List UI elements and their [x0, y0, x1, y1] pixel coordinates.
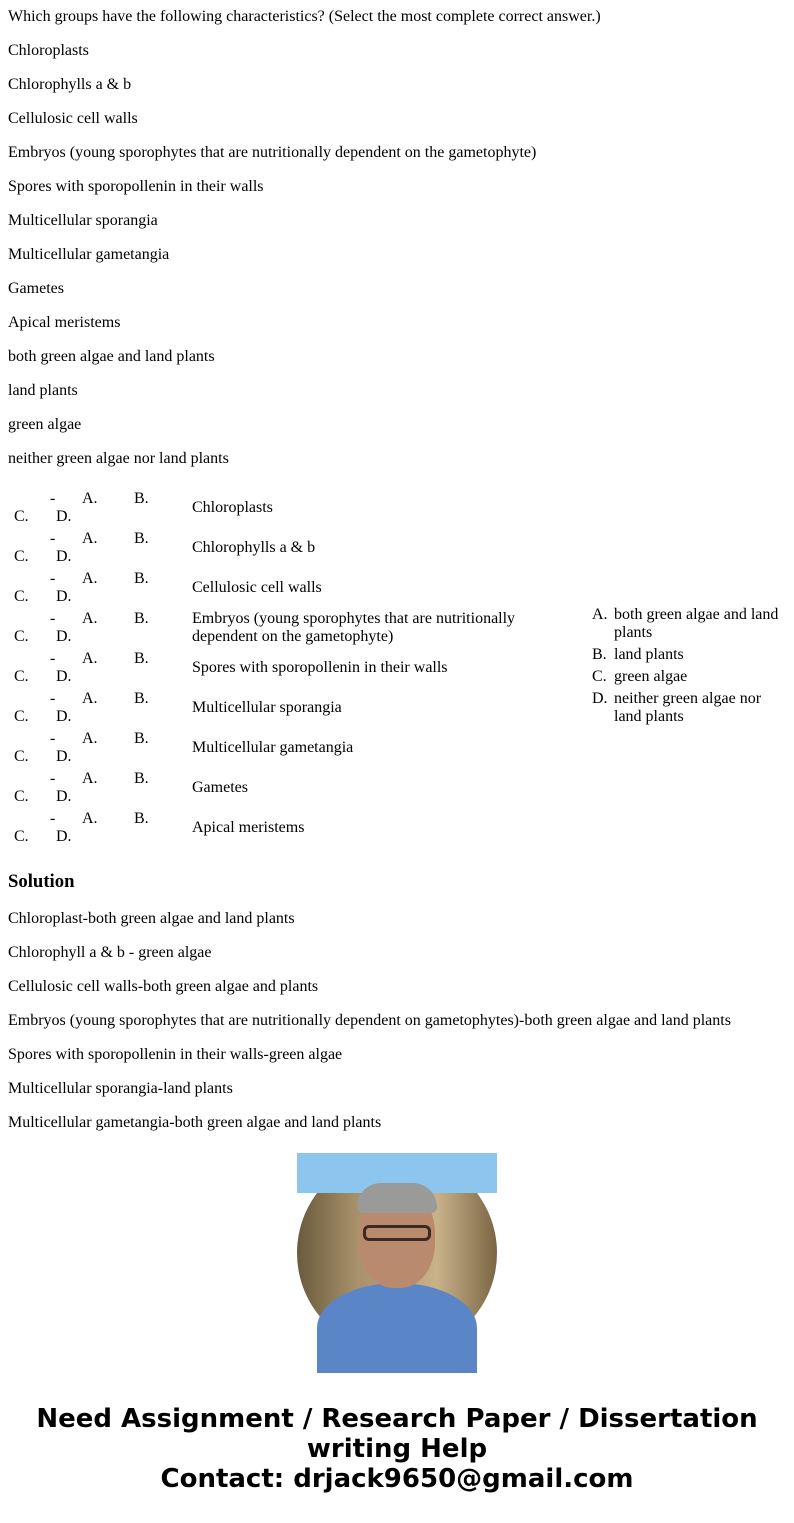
select-option-b[interactable]: B. [134, 690, 149, 707]
characteristic-item: Spores with sporopollenin in their walls [8, 178, 264, 195]
select-option-a[interactable]: A. [82, 610, 98, 627]
select-option-blank[interactable]: - [50, 810, 56, 827]
select-option-d[interactable]: D. [56, 748, 72, 765]
select-option-c[interactable]: C. [14, 548, 29, 565]
row-characteristic: Spores with sporopollenin in their walls [192, 659, 448, 676]
select-option-blank[interactable]: - [50, 650, 56, 667]
select-option-d[interactable]: D. [56, 788, 72, 805]
table-row [8, 808, 588, 848]
answer-option [592, 668, 792, 686]
characteristic-item: Cellulosic cell walls [8, 110, 138, 127]
characteristic-item: Embryos (young sporophytes that are nutritionally dependent on the gametophyte) [8, 144, 537, 161]
characteristic-item: Chlorophylls a & b [8, 76, 132, 93]
characteristic-item: Gametes [8, 280, 64, 297]
select-option-b[interactable]: B. [134, 730, 149, 747]
select-option-b[interactable]: B. [134, 490, 149, 507]
banner-line-1: Need Assignment / Research Paper / Dissertation [36, 1404, 758, 1434]
table-row [8, 568, 588, 608]
select-option-b[interactable]: B. [134, 610, 149, 627]
solution-line: Spores with sporopollenin in their walls-green algae [8, 1046, 343, 1063]
select-option-blank[interactable]: - [50, 530, 56, 547]
answer-options-list [592, 606, 792, 730]
row-characteristic: Gametes [192, 779, 248, 796]
answer-text: neither green algae nor land plants [614, 690, 762, 725]
select-option-d[interactable]: D. [56, 668, 72, 685]
row-characteristic: Multicellular gametangia [192, 739, 354, 756]
characteristic-item: Chloroplasts [8, 42, 89, 59]
select-option-a[interactable]: A. [82, 810, 98, 827]
answer-option [592, 646, 792, 664]
select-option-c[interactable]: C. [14, 708, 29, 725]
solution-section [8, 868, 788, 1131]
answer-select[interactable] [8, 608, 178, 648]
answer-select[interactable] [8, 648, 178, 688]
answer-select[interactable] [8, 768, 178, 808]
answer-select[interactable] [8, 728, 178, 768]
select-option-d[interactable]: D. [56, 828, 72, 845]
characteristic-item: Multicellular sporangia [8, 212, 158, 229]
solution-line: Multicellular gametangia-both green algae and land plants [8, 1114, 382, 1131]
select-option-d[interactable]: D. [56, 588, 72, 605]
answer-text: both green algae and land plants [614, 606, 779, 641]
row-characteristic: Cellulosic cell walls [192, 579, 322, 596]
select-option-d[interactable]: D. [56, 708, 72, 725]
option-text: land plants [8, 382, 78, 399]
option-text: both green algae and land plants [8, 348, 215, 365]
select-option-b[interactable]: B. [134, 530, 149, 547]
select-option-c[interactable]: C. [14, 588, 29, 605]
question-prompt: Which groups have the following characteristics? (Select the most complete correct answer.) [8, 8, 601, 25]
select-option-a[interactable]: A. [82, 530, 98, 547]
select-option-blank[interactable]: - [50, 610, 56, 627]
select-option-c[interactable]: C. [14, 788, 29, 805]
question [8, 0, 788, 476]
select-option-blank[interactable]: - [50, 690, 56, 707]
select-option-b[interactable]: B. [134, 810, 149, 827]
answer-option [592, 606, 792, 642]
answer-select[interactable] [8, 808, 178, 848]
select-option-c[interactable]: C. [14, 668, 29, 685]
characteristic-item: Multicellular gametangia [8, 246, 170, 263]
answer-text: green algae [614, 668, 688, 685]
select-option-d[interactable]: D. [56, 548, 72, 565]
banner-line-3: Contact: drjack9650@gmail.com [160, 1464, 634, 1494]
contact-banner [0, 1404, 794, 1494]
select-option-blank[interactable]: - [50, 570, 56, 587]
select-option-d[interactable]: D. [56, 508, 72, 525]
select-option-d[interactable]: D. [56, 628, 72, 645]
select-option-a[interactable]: A. [82, 490, 98, 507]
select-option-b[interactable]: B. [134, 570, 149, 587]
select-option-c[interactable]: C. [14, 508, 29, 525]
select-option-a[interactable]: A. [82, 730, 98, 747]
table-row [8, 528, 588, 568]
author-avatar [297, 1153, 497, 1353]
row-characteristic: Multicellular sporangia [192, 699, 342, 716]
option-text: green algae [8, 416, 82, 433]
solution-line: Chlorophyll a & b - green algae [8, 944, 212, 961]
answer-text: land plants [614, 646, 684, 663]
select-option-b[interactable]: B. [134, 650, 149, 667]
table-row [8, 488, 588, 528]
row-characteristic: Apical meristems [192, 819, 305, 836]
table-row [8, 688, 588, 728]
solution-line: Cellulosic cell walls-both green algae and plants [8, 978, 319, 995]
row-characteristic: Chlorophylls a & b [192, 539, 316, 556]
answer-letter: B. [592, 646, 607, 663]
table-row [8, 768, 588, 808]
row-characteristic: Embryos (young sporophytes that are nutritionally dependent on the gametophyte) [192, 610, 516, 645]
select-option-c[interactable]: C. [14, 748, 29, 765]
solution-line: Chloroplast-both green algae and land plants [8, 910, 295, 927]
answer-select[interactable] [8, 528, 178, 568]
matching-table [8, 488, 588, 848]
answer-letter: C. [592, 668, 607, 685]
banner-line-2: writing Help [306, 1434, 488, 1464]
table-row [8, 608, 588, 648]
answer-select[interactable] [8, 688, 178, 728]
select-option-a[interactable]: A. [82, 650, 98, 667]
select-option-a[interactable]: A. [82, 770, 98, 787]
select-option-a[interactable]: A. [82, 690, 98, 707]
select-option-c[interactable]: C. [14, 828, 29, 845]
select-option-blank[interactable]: - [50, 490, 56, 507]
answer-letter: A. [592, 606, 608, 623]
select-option-blank[interactable]: - [50, 770, 56, 787]
select-option-blank[interactable]: - [50, 730, 56, 747]
answer-select[interactable] [8, 488, 178, 528]
solution-line: Embryos (young sporophytes that are nutritionally dependent on gametophytes)-both green algae and land plants [8, 1012, 731, 1029]
answer-select[interactable] [8, 568, 178, 608]
characteristic-item: Apical meristems [8, 314, 121, 331]
row-characteristic: Chloroplasts [192, 499, 273, 516]
answer-letter: D. [592, 690, 608, 707]
select-option-b[interactable]: B. [134, 770, 149, 787]
table-row [8, 728, 588, 768]
table-row [8, 648, 588, 688]
solution-heading: Solution [8, 871, 75, 892]
select-option-c[interactable]: C. [14, 628, 29, 645]
select-option-a[interactable]: A. [82, 570, 98, 587]
option-text: neither green algae nor land plants [8, 450, 229, 467]
answer-option [592, 690, 792, 726]
solution-line: Multicellular sporangia-land plants [8, 1080, 233, 1097]
